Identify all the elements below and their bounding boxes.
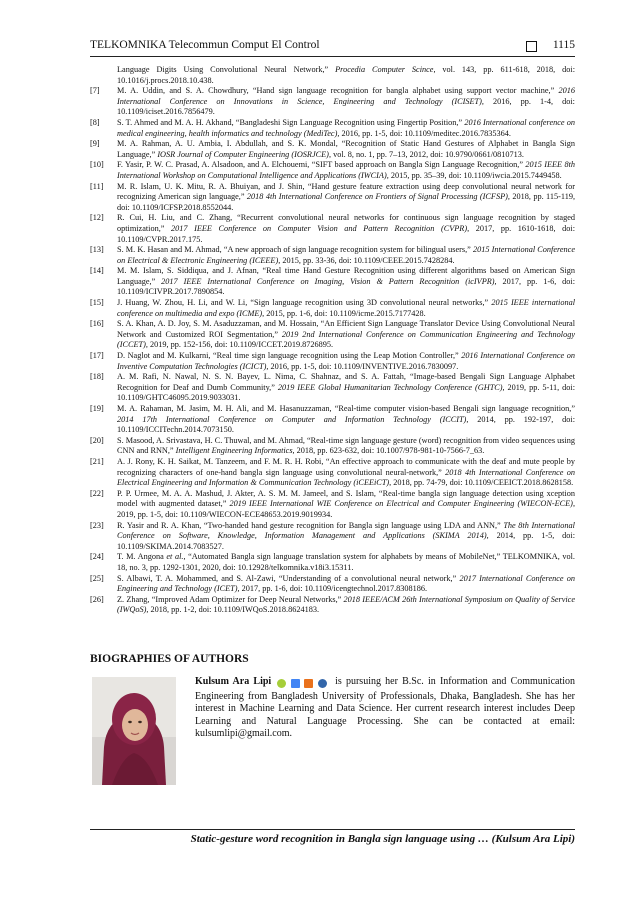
- running-footer: Static-gesture word recognition in Bangla sign language using … (Kulsum Ara Lipi): [90, 829, 575, 845]
- reference-details: , 2019, pp. 1-5, doi: 10.1109/WIECON-ECE48653.2019.9019934.: [117, 499, 575, 519]
- reference-item: [90, 139, 575, 160]
- reference-item: [90, 182, 575, 214]
- reference-details: 2015, pp. 35–39, doi: 10.1109/iwcia.2015.7449458.: [388, 170, 562, 180]
- reference-venue: 2017 IEEE International Conference on Imaging, Vision & Pattern Recognition (icIVPR): [161, 276, 495, 286]
- reference-venue: 2019 IEEE Global Humanitarian Technology Conference (GHTC): [277, 382, 503, 392]
- reference-details: 2017, pp. 1-6, doi: 10.1109/icengtechnol.2017.8308186.: [239, 584, 428, 594]
- reference-details: , 2018, pp. 115-119, doi: 10.1109/ICFSP.2018.8552044.: [117, 192, 576, 212]
- reference-number: [9]: [90, 139, 100, 149]
- reference-item: [90, 65, 575, 86]
- reference-venue: 2015 IEEE 8th International Workshop on Computational Intelligence and Applications (IWCIA),: [117, 160, 575, 180]
- reference-item: [90, 245, 575, 266]
- reference-item: [90, 298, 575, 319]
- reference-venue: 2018 4th International Conference on Electrical Engineering and Information & Communication Technology (iCEEiCT): [117, 467, 575, 488]
- scholar-icon[interactable]: [291, 679, 300, 688]
- reference-venue: et al.: [166, 552, 184, 562]
- reference-number: [17]: [90, 351, 104, 361]
- reference-venue: 2014 17th International Conference on Computer and Information Technology (ICCIT): [117, 414, 467, 424]
- reference-authors-title: D. Naglot and M. Kulkarni, “Real time sign language recognition using the Leap Motion Controller,”: [117, 351, 462, 361]
- reference-venue: 2016 International Conference on Innovations in Science, Engineering and Technology (ICISET): [117, 86, 575, 106]
- reference-authors-title: A. J. Rony, K. H. Saikat, M. Tanzeem, and F. M. R. H. Robi, “An effective approach to communicate with the deaf and mute people by recognizing characters of one-hand bangla sign language using convolutional neural-network,”: [117, 456, 575, 477]
- reference-authors-title: Z. Zhang, “Improved Adam Optimizer for Deep Neural Networks,”: [117, 594, 344, 604]
- reference-number: [23]: [90, 520, 104, 530]
- reference-details: , 2016, pp. 1-4, doi: 10.1109/iciset.2016.7856479.: [117, 96, 575, 117]
- reference-number: [18]: [90, 372, 104, 382]
- reference-item: [90, 160, 575, 181]
- reference-item: [90, 521, 575, 553]
- reference-item: [90, 574, 575, 595]
- reference-details: , 2015, pp. 33-36, doi: 10.1109/CEEE.2015.7428284.: [278, 255, 455, 265]
- reference-number: [16]: [90, 319, 104, 329]
- reference-venue: 2015 IEEE international conference on multimedia and expo (ICME): [117, 298, 575, 318]
- reference-authors-title: R. Cui, H. Liu, and C. Zhang, “Recurrent convolutional neural networks for continuous sign language recognition by staged optimization,”: [117, 213, 575, 233]
- reference-details: , 2017, pp. 1610-1618, doi: 10.1109/CVPR.2017.175.: [117, 223, 575, 244]
- reference-venue: 2019 IEEE International WIE Conference on Electrical and Computer Engineering (WIECON-ECE): [229, 499, 573, 509]
- reference-item: [90, 552, 575, 573]
- running-header: [90, 38, 575, 57]
- reference-authors-title: M. M. Islam, S. Siddiqua, and J. Afnan, “Real time Hand Gesture Recognition using different algorithms based on American Sign Language,”: [117, 266, 575, 286]
- author-biography: [195, 676, 575, 741]
- reference-venue: 2018 4th International Conference on Frontiers of Signal Processing (ICFSP): [246, 192, 508, 202]
- reference-authors-title: J. Huang, W. Zhou, H. Li, and W. Li, “Sign language recognition using 3D convolutional neural networks,”: [117, 298, 492, 308]
- reference-number: [20]: [90, 435, 104, 445]
- reference-details: , 2015, pp. 1-6, doi: 10.1109/icme.2015.7177428.: [262, 308, 426, 318]
- reference-item: [90, 595, 575, 616]
- reference-item: [90, 489, 575, 521]
- reference-authors-title: A. M. Rafi, N. Nawal, N. S. N. Bayev, L. Nima, C. Shahnaz, and S. A. Fattah, “Image-based Bengali Sign Language Alphabet Recognition for Deaf and Dumb Community,”: [117, 372, 575, 392]
- reference-details: , 2019, pp. 5-11, doi: 10.1109/GHTC46095.2019.9033031.: [117, 382, 576, 403]
- reference-number: [19]: [90, 404, 104, 413]
- reference-list: [90, 65, 575, 616]
- orcid-icon[interactable]: [277, 679, 286, 688]
- scopus-icon[interactable]: [304, 679, 313, 688]
- square-icon: [526, 41, 537, 52]
- journal-title: TELKOMNIKA Telecommun Comput El Control: [90, 39, 320, 51]
- author-name: Kulsum Ara Lipi: [195, 676, 272, 687]
- reference-item: [90, 404, 575, 436]
- reference-venue: 2017 IEEE Conference on Computer Vision and Pattern Recognition (CVPR): [171, 223, 468, 233]
- reference-item: [90, 266, 575, 298]
- reference-authors-title: S. A. Khan, A. D. Joy, S. M. Asaduzzaman, and M. Hossain, “An Efficient Sign Language Translator Device Using Convolutional Neural Network and Customized ROI Segmentation,”: [117, 319, 575, 339]
- reference-number: [21]: [90, 456, 104, 466]
- reference-item: [90, 86, 575, 118]
- reference-authors-title: S. Albawi, T. A. Mohammed, and S. Al-Zawi, “Understanding of a convolutional neural network,”: [117, 573, 460, 583]
- reference-venue: The 8th International Conference on Software, Knowledge, Information Management and Applications (SKIMA 2014): [117, 520, 575, 541]
- reference-venue: IOSR Journal of Computer Engineering (IOSRJCE): [157, 149, 329, 159]
- reference-venue: Procedia Computer Scince: [335, 65, 434, 74]
- reference-authors-title: F. Yasir, P. W. C. Prasad, A. Alsadoon, and A. Elchouemi, “SIFT based approach on Bangla Sign Language Recognition,”: [117, 160, 526, 170]
- reference-authors-title: S. T. Ahmed and M. A. H. Akhand, “Bangladeshi Sign Language Recognition using Fingertip Position,”: [117, 117, 465, 127]
- reference-venue: 2018 IEEE/ACM 26th International Symposium on Quality of Service (IWQoS): [117, 594, 575, 615]
- reference-authors-title: Language Digits Using Convolutional Neural Network,”: [117, 65, 336, 74]
- reference-authors-title: T. M. Angona: [117, 552, 167, 562]
- reference-details: , vol. 8, no. 1, pp. 7–13, 2012, doi: 10.9790/0661/0810713.: [328, 149, 524, 159]
- reference-authors-title: M. A. Rahman, A. U. Ambia, I. Abdullah, and S. K. Mondal, “Recognition of Static Hand Gestures of Alphabet in Bangla Sign Language,”: [117, 139, 575, 159]
- reference-item: [90, 351, 575, 372]
- page-number: 1115: [552, 39, 575, 51]
- reference-number: [10]: [90, 160, 104, 170]
- reference-details: , 2018, pp. 74-79, doi: 10.1109/CEEICT.2018.8628158.: [389, 478, 574, 488]
- reference-item: [90, 319, 575, 351]
- reference-details: , 2016, pp. 1-5, doi: 10.1109/INVENTIVE.2016.7830097.: [266, 361, 459, 371]
- reference-authors-title: R. Yasir and R. A. Khan, “Two-handed hand gesture recognition for Bangla sign language using LDA and ANN,”: [117, 520, 504, 530]
- reference-venue: Intelligent Engineering Informatics: [175, 446, 293, 456]
- reference-details: 2016, pp. 1-5, doi: 10.1109/meditec.2016.7835364.: [339, 128, 511, 138]
- reference-details: , 2017, pp. 1-6, doi: 10.1109/ICIVPR.2017.7890854.: [117, 276, 576, 297]
- reference-number: [25]: [90, 573, 104, 583]
- reference-number: [24]: [90, 552, 104, 562]
- reference-number: [26]: [90, 594, 104, 604]
- reference-details: , 2018, pp. 1-2, doi: 10.1109/IWQoS.2018.8624183.: [146, 605, 320, 615]
- reference-authors-title: P. P. Urmee, M. A. A. Mashud, J. Akter, A. S. M. M. Jameel, and S. Islam, “Real-time bangla sign language detection using xception model with augmented dataset,”: [117, 488, 575, 509]
- reference-number: [8]: [90, 117, 100, 127]
- reference-number: [22]: [90, 488, 104, 498]
- section-heading: BIOGRAPHIES OF AUTHORS: [90, 653, 249, 665]
- biography-text: is pursuing her B.Sc. in Information and Communication Engineering from Bangladesh University of Professionals, Dhaka, Bangladesh. She has her interest in Machine Learning and Data Science. Her current research interest includes Deep Learning and Natural Language Processing. She can be contacted at email: kulsumlipi@gmail.com.: [195, 676, 576, 740]
- reference-number: [7]: [90, 86, 100, 96]
- reference-details: , 2014, pp. 192-197, doi: 10.1109/ICCITechn.2014.7073150.: [117, 414, 575, 435]
- reference-item: [90, 372, 575, 404]
- reference-number: [13]: [90, 245, 104, 255]
- reference-number: [15]: [90, 298, 104, 308]
- reference-details: , “Automated Bangla sign language translation system for alphabets by means of MobileNet,” TELKOMNIKA, vol. 18, no. 3, pp. 1292-1301, 2020, doi: 10.12928/telkomnika.v18i3.15311.: [117, 552, 575, 572]
- reference-venue: 2015 International Conference on Electrical & Electronic Engineering (ICEEE): [117, 245, 575, 265]
- reference-item: [90, 118, 575, 139]
- reference-authors-title: M. A. Rahaman, M. Jasim, M. H. Ali, and M. Hasanuzzaman, “Real-time computer vision-based Bengali sign language recognition,”: [117, 404, 575, 413]
- reference-venue: 2019 2nd International Conference on Communication Engineering and Technology (ICCET): [117, 329, 575, 350]
- reference-authors-title: M. R. Islam, U. K. Mitu, R. A. Bhuiyan, and J. Shin, “Hand gesture feature extraction using deep convolutional neural network for recognizing American sign language,”: [117, 181, 575, 202]
- author-photo: [92, 677, 176, 785]
- reference-venue: 2016 International Conference on Inventive Computation Technologies (ICICT): [117, 351, 575, 371]
- reference-authors-title: M. A. Uddin, and S. A. Chowdhury, “Hand sign language recognition for bangla alphabet using support vector machine,”: [117, 86, 559, 96]
- reference-details: , 2019, pp. 152-156, doi: 10.1109/ICCET.2019.8726895.: [145, 340, 334, 350]
- reference-venue: 2016 International conference on medical engineering, health informatics and technology (MediTec),: [117, 117, 575, 138]
- reference-item: [90, 457, 575, 489]
- reference-number: [11]: [90, 181, 104, 191]
- reference-item: [90, 436, 575, 457]
- reference-authors-title: S. Masood, A. Srivastava, H. C. Thuwal, and M. Ahmad, “Real-time sign language gesture (word) recognition from video sequences using CNN and RNN,”: [117, 435, 575, 456]
- publons-icon[interactable]: [318, 679, 327, 688]
- reference-details: , vol. 143, pp. 611-618, 2018, doi: 10.1016/j.procs.2018.10.438.: [117, 65, 575, 85]
- profile-icons: [277, 678, 329, 691]
- reference-item: [90, 213, 575, 245]
- reference-venue: 2017 International Conference on Engineering and Technology (ICET),: [117, 573, 575, 594]
- reference-number: [14]: [90, 266, 104, 276]
- reference-details: , 2018, pp. 623-632, doi: 10.1007/978-981-10-7566-7_63.: [292, 446, 485, 456]
- reference-details: , 2014, pp. 1-5, doi: 10.1109/SKIMA.2014.7083527.: [117, 531, 575, 551]
- reference-authors-title: S. M. K. Hasan and M. Ahmad, “A new approach of sign language recognition system for bilingual users,”: [117, 245, 473, 255]
- reference-number: [12]: [90, 213, 104, 223]
